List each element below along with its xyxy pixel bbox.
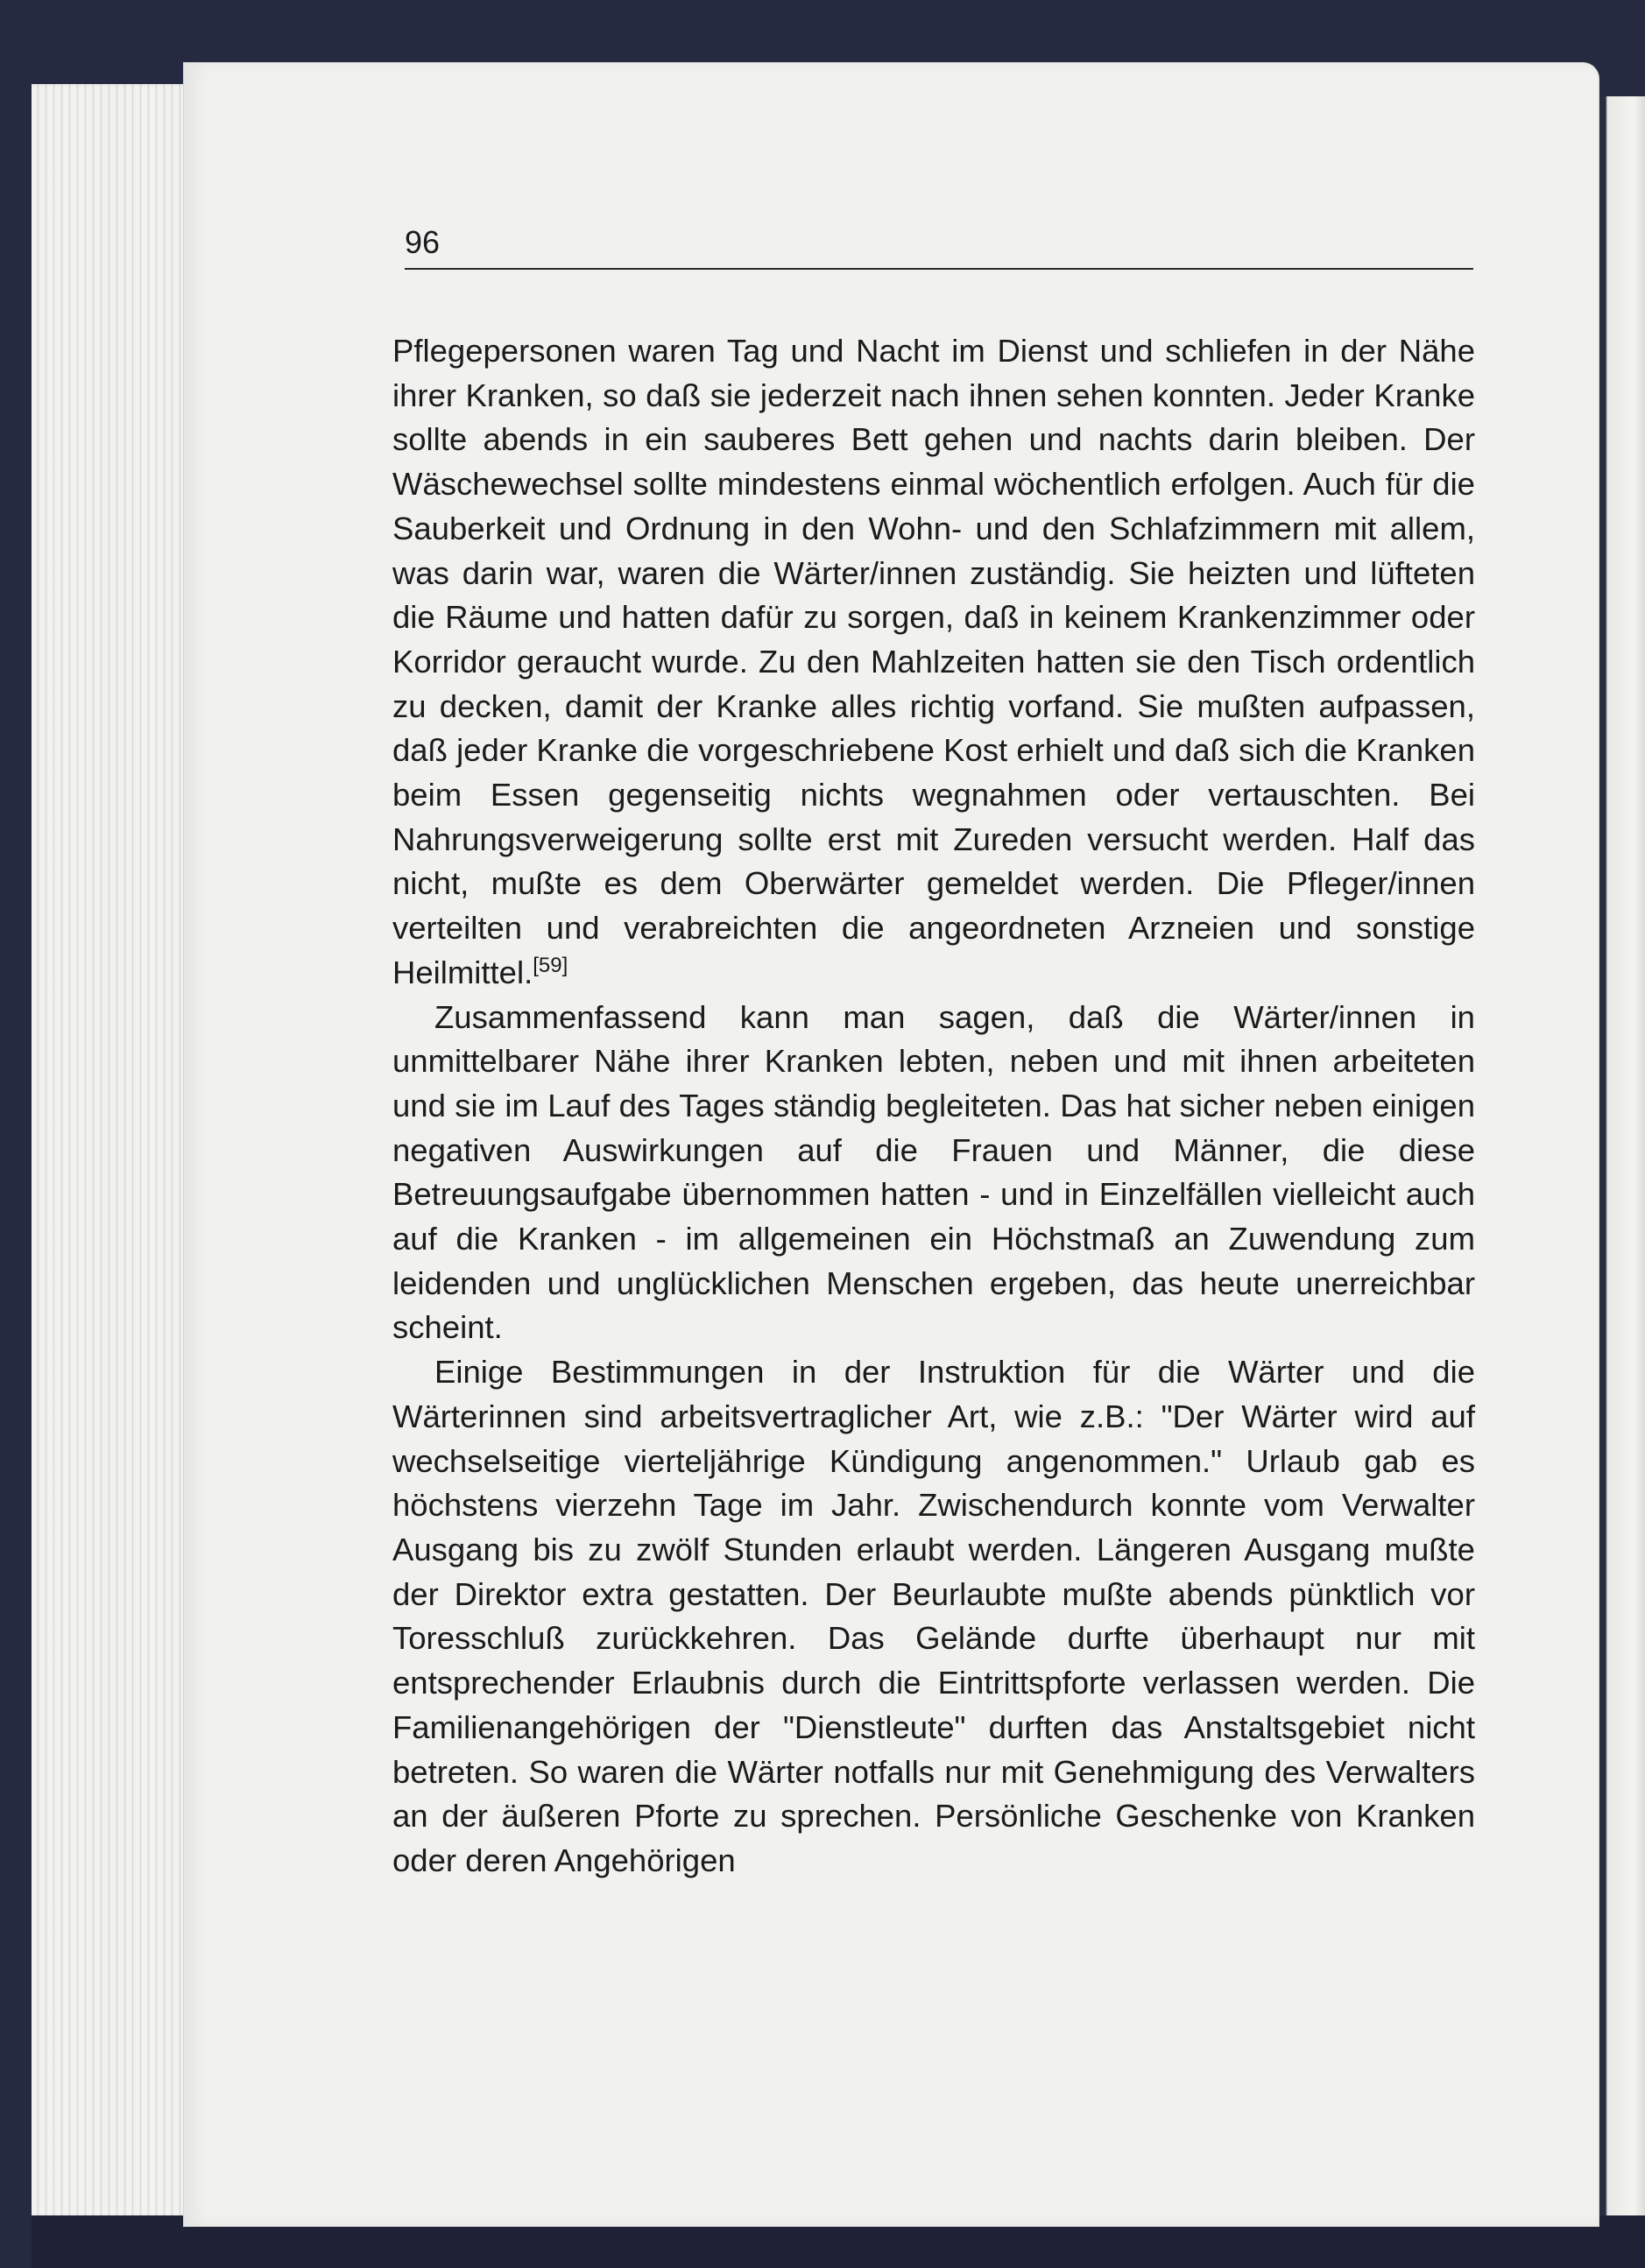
running-header <box>405 207 1473 270</box>
paragraph: Einige Bestimmungen in der Instruktion für die Wärter und die Wärterinnen sind arbeitsvertraglicher Art, wie z.B.: "Der Wärter wird auf wechselseitige vierteljährige Kündigung angenommen." Urlaub gab es höchstens vierzehn Tage im Jahr. Zwischendurch konnte vom Verwalter Ausgang bis zu zwölf Stunden erlaubt werden. Längeren Ausgang mußte der Direktor extra gestatten. Der Beurlaubte mußte abends pünktlich vor Toresschluß zurückkehren. Das Gelände durfte überhaupt nur mit entsprechender Erlaubnis durch die Eintrittspforte verlassen werden. Die Familienangehörigen der "Dienstleute" durften das Anstaltsgebiet nicht betreten. So waren die Wärter notfalls nur mit Genehmigung des Verwalters an der äußeren Pforte zu sprechen. Persönliche Geschenke von Kranken oder deren Angehörigen <box>392 1354 1475 1878</box>
next-page-edge <box>1599 96 1645 2215</box>
paragraph-text: Pflegepersonen waren Tag und Nacht im Dienst und schliefen in der Nähe ihrer Kranken, so daß sie jederzeit nach ihnen sehen konnten. Jeder Kranke sollte abends in ein sauberes Bett gehen und nachts darin bleiben. Der Wäschewechsel sollte mindestens einmal wöchentlich erfolgen. Auch für die Sauberkeit und Ordnung in den Wohn- und den Schlafzimmern mit allem, was darin war, waren die Wärter/innen zuständig. Sie heizten und lüfteten die Räume und hatten dafür zu sorgen, daß in keinem Krankenzimmer oder Korridor geraucht wurde. Zu den Mahlzeiten hatten sie den Tisch ordentlich zu decken, damit der Kranke alles richtig vorfand. Sie mußten aufpassen, daß jeder Kranke die vorgeschriebene Kost erhielt und daß sich die Kranken beim Essen gegenseitig nichts wegnahmen oder vertauschten. Bei Nahrungsverweigerung sollte erst mit Zureden versucht werden. Half das nicht, mußte es dem Oberwärter gemeldet werden. Die Pfleger/innen verteilten und verabreichten die angeordneten Arzneien und sonstige Heilmittel. <box>392 333 1475 990</box>
page-edges <box>32 84 198 2217</box>
page-number: 96 <box>405 224 441 260</box>
body-text <box>392 329 1475 1884</box>
footnote-reference: [59] <box>533 953 568 977</box>
paragraph: Zusammenfassend kann man sagen, daß die Wärter/innen in unmittelbarer Nähe ihrer Kranken lebten, neben und mit ihnen arbeiteten und sie im Lauf des Tages ständig begleiteten. Das hat sicher neben einigen negativen Auswirkungen auf die Frauen und Männer, die diese Betreuungsaufgabe übernommen hatten - und in Einzelfällen vielleicht auch auf die Kranken - im allgemeinen ein Höchstmaß an Zuwendung zum leidenden und unglücklichen Menschen ergeben, das heute unerreichbar scheint. <box>392 998 1475 1346</box>
paragraph <box>392 329 1475 996</box>
